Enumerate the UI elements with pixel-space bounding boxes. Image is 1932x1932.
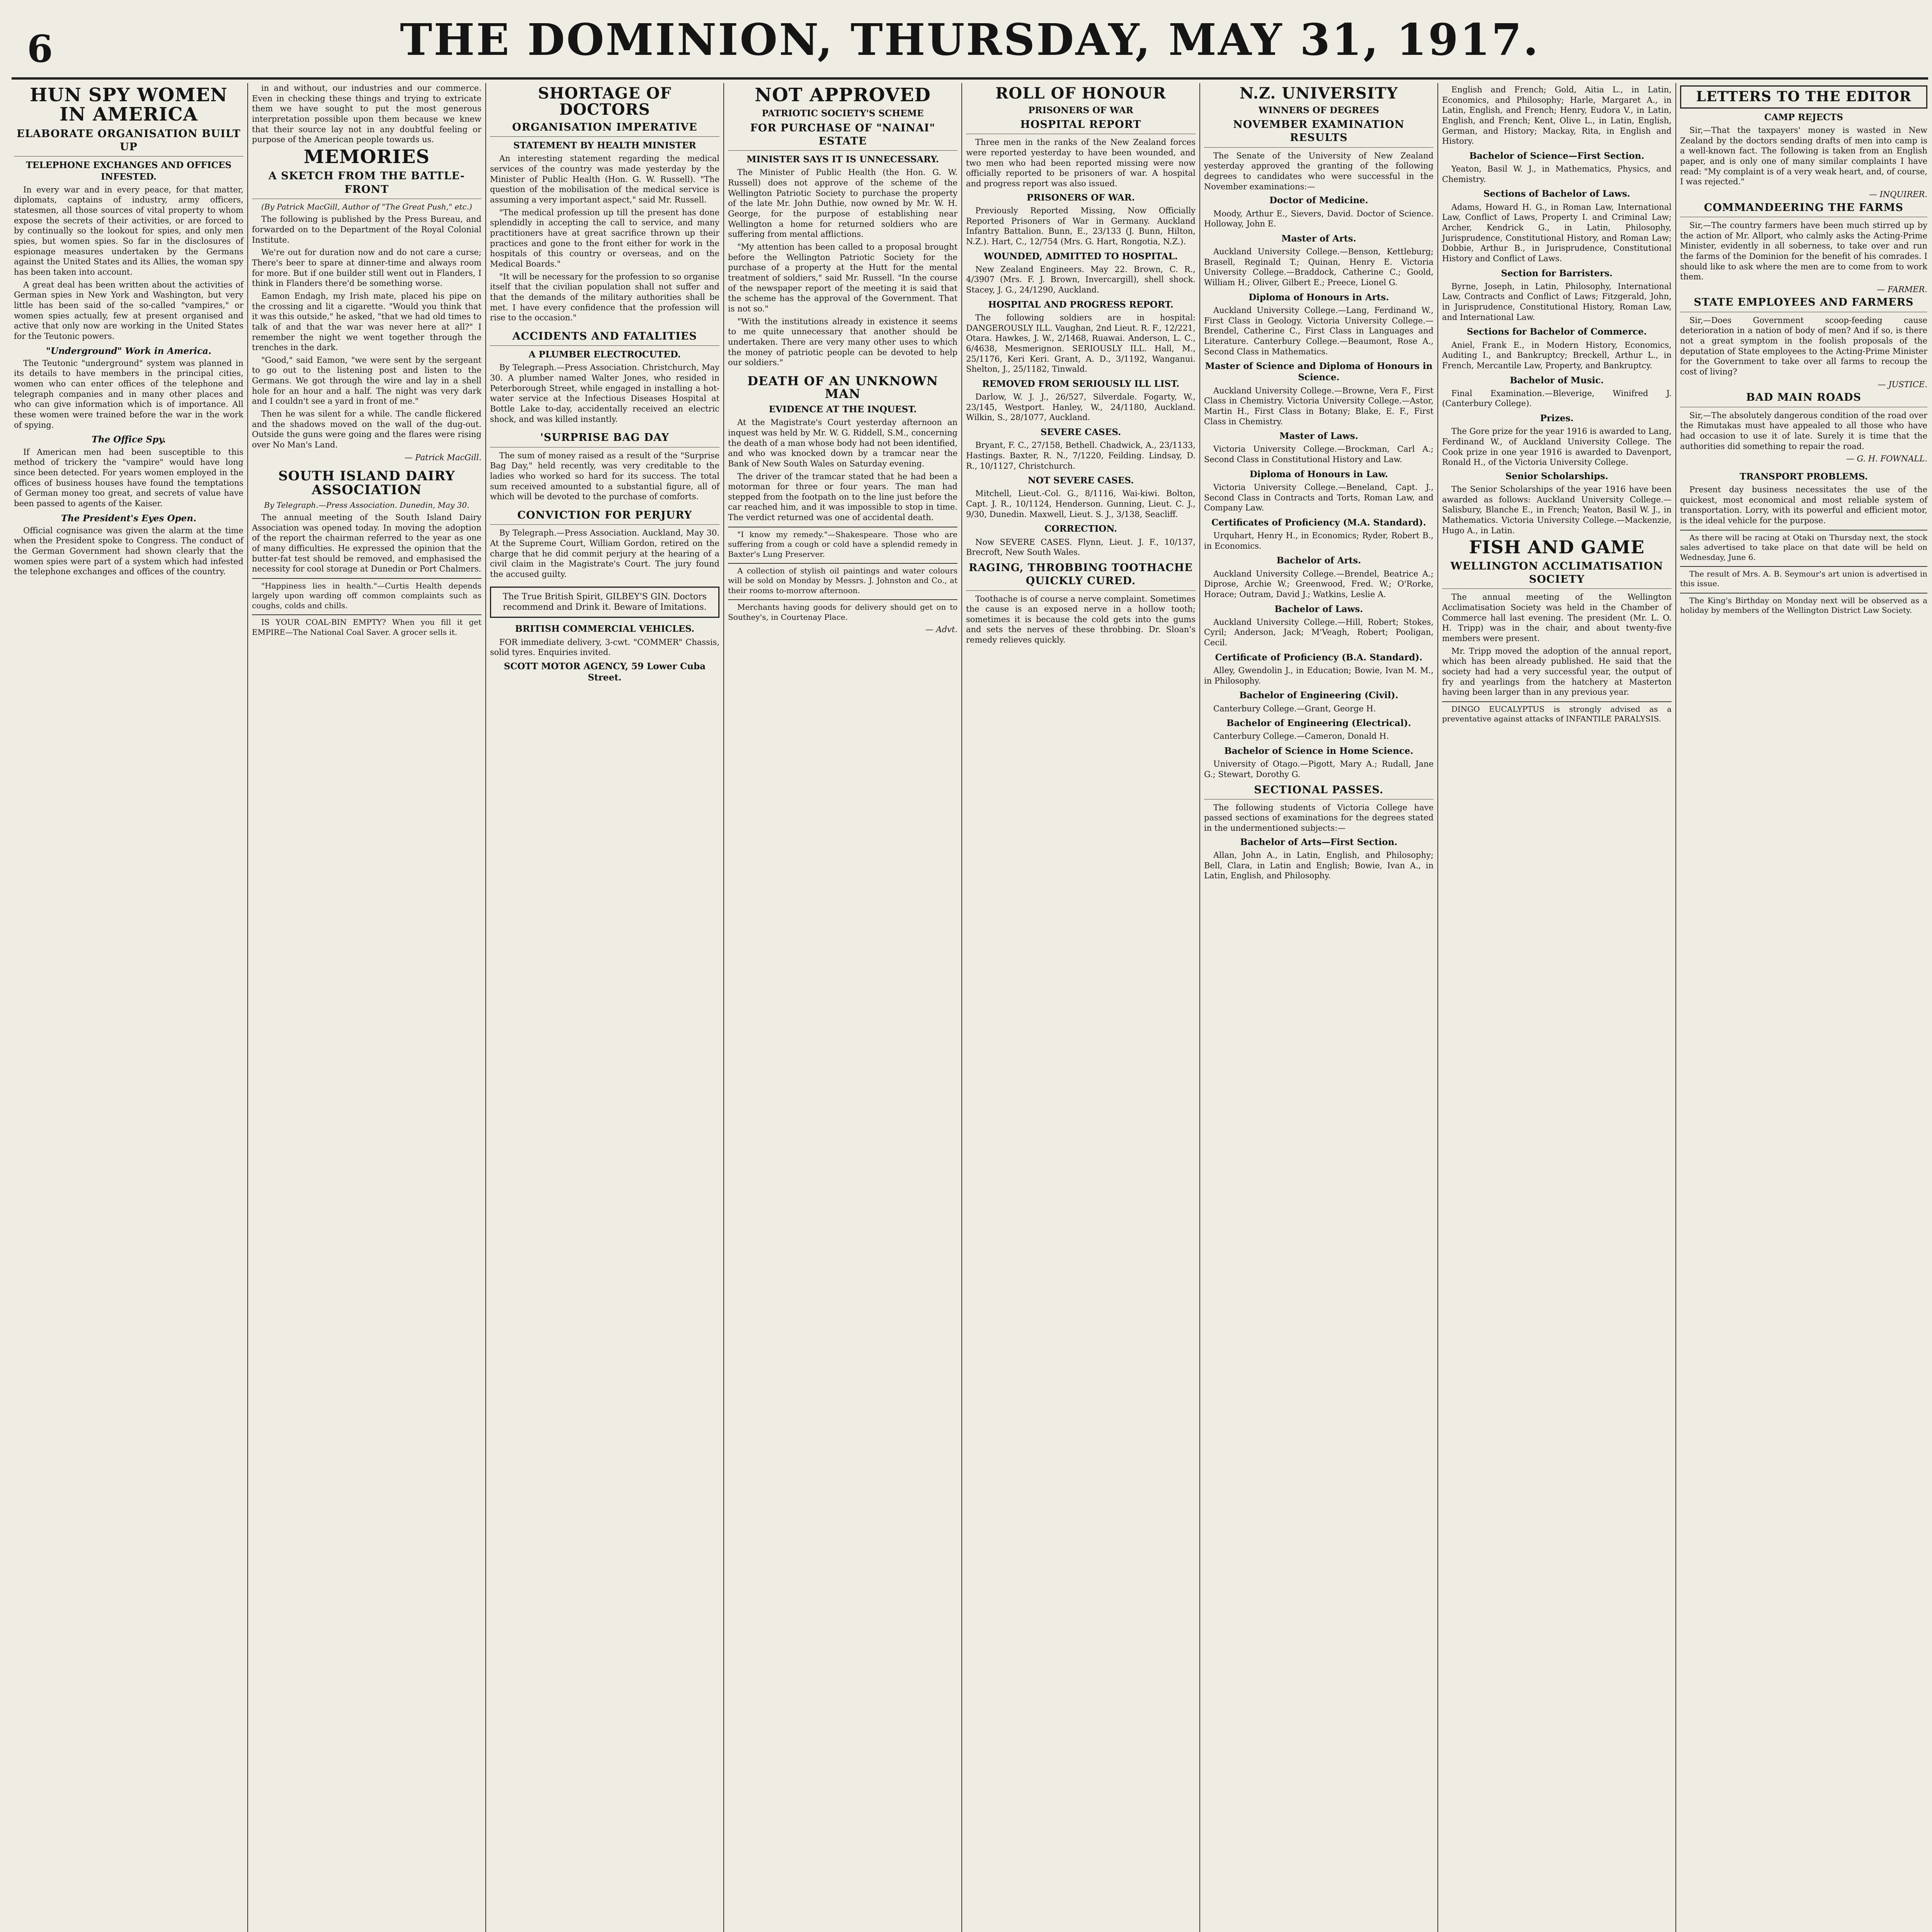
headline: HUN SPY WOMEN IN AMERICA [30, 84, 228, 126]
masthead-title: THE DOMINION, THURSDAY, MAY 31, 1917. [400, 15, 1540, 65]
notice: The result of Mrs. A. B. Seymour's art union is advertised in this issue. [1680, 566, 1927, 589]
article-roll-of-honour [966, 85, 1196, 645]
letter: Sir,—Does Government scoop-feeding cause deterioration in a nation of body of men? And if so, is there not a great symptom in the foolish proposals of the deputation of State employees to the Acting-Prime Minister for the Government to take over all farms to recoup the cost of living? [1680, 315, 1927, 377]
subheadline: PATRIOTIC SOCIETY'S SCHEME [762, 108, 924, 119]
section-heading: Section for Barristers. [1501, 268, 1613, 279]
headline: LETTERS TO THE EDITOR [1680, 85, 1927, 109]
byline: By Telegraph.—Press Association. Dunedin, May 30. [264, 500, 469, 510]
graduate-list: Auckland University College.—Lang, Ferdinand W., First Class in Geology. Victoria University College.—Brendel, Catherine C., First Class in Languages and Literature. Canterbury College.—Beaumont, Rose A., Second Class in Mathematics. [1204, 305, 1434, 356]
paragraph: "With the institutions already in existence it seems to me quite unnecessary that another should be undertaken. There are very many other uses to which the money of patriotic people can be devoted to help our soldiers." [728, 316, 957, 367]
paragraph: By Telegraph.—Press Association. Auckland, May 30. At the Supreme Court, William Gordon, retired on the charge that he did commit perjury at the hearing of a civil claim in the Magistrate's Court. The jury found the accused guilty. [490, 528, 719, 579]
section-heading: HOSPITAL AND PROGRESS REPORT. [988, 299, 1173, 310]
graduate-list: Canterbury College.—Grant, George H. [1213, 704, 1376, 713]
article-transport-problems [1680, 471, 1927, 616]
notice: The King's Birthday on Monday next will be observed as a holiday by members of the Wellington District Law Society. [1680, 593, 1927, 616]
graduate-list: Victoria University College.—Beneland, Capt. J., Second Class in Contracts and Torts, Roman Law, and Company Law. [1204, 482, 1434, 513]
paragraph: The Minister of Public Health (the Hon. G. W. Russell) does not approve of the scheme of the Wellington Patriotic Society to purchase the property of the late Mr. John Duthie, now owned by Mr. W. H. George, for the purpose of establishing near Wellington a home for returned soldiers who are suffering from mental afflictions. [728, 168, 957, 239]
column-5 [964, 83, 1198, 1932]
graduate-list: University of Otago.—Pigott, Mary A.; Rudall, Jane G.; Stewart, Dorothy G. [1204, 759, 1434, 779]
headline: MEMORIES [303, 146, 430, 168]
deck: STATEMENT BY HEALTH MINISTER [513, 140, 696, 151]
article-not-approved [728, 85, 957, 368]
section-heading: The President's Eyes Open. [61, 513, 197, 524]
paragraph: "Good," said Eamon, "we were sent by the sergeant to go out to the listening post and listen to the Germans. We got through the wire and lay in a shell hole for an hour and a half. The night was very dark and I couldn't see a yard in front of me." [252, 355, 481, 406]
graduate-list: Canterbury College.—Cameron, Donald H. [1213, 731, 1389, 741]
section-heading: Master of Arts. [1281, 233, 1356, 244]
casualty-list: Previously Reported Missing, Now Officially Reported Prisoners of War in Germany. Auckland Infantry Battalion. Bunn, E., 23/133 (J. Bunn, Hilton, N.Z.). Hart, C., 12/754 (Mrs. G. Hart, Rongotia, N.Z.). [966, 206, 1196, 246]
section-heading: CORRECTION. [1044, 524, 1117, 534]
column-6 [1202, 83, 1436, 1932]
advertisement-note: "I know my remedy."—Shakespeare. Those who are suffering from a cough or cold have a splendid remedy in Baxter's Lung Preserver. [728, 527, 957, 559]
paragraph: The Gore prize for the year 1916 is awarded to Lang, Ferdinand W., of Auckland University College. The Cook prize in one year 1916 is awarded to Davenport, Ronald H., of the Victoria University College. [1442, 427, 1672, 467]
column-1 [12, 83, 246, 1932]
paragraph: In every war and in every peace, for that matter, diplomats, captains of industry, army officers, statesmen, all those sources of vital property to whom expose the secrets of their activities, or are forced to by continually so the lookout for spies, and only men spies, but women spies. So far in the disclosures of espionage measures undertaken by the Germans against the United States and its Allies, the woman spy has been taken into account. [14, 185, 243, 277]
graduate-list: Victoria University College.—Brockman, Carl A.; Second Class in Constitutional History and Law. [1204, 444, 1434, 464]
graduate-list: English and French; Gold, Aitia L., in Latin, Economics, and Philosophy; Harle, Margaret A., in Latin, English, and French; Henry, Eudora V., in Latin, English, and French; Kent, Olive L., in Latin, English, German, and History; Mackay, Rita, in English and History. [1442, 85, 1672, 146]
subheadline: A SKETCH FROM THE BATTLE-FRONT [252, 170, 481, 199]
paragraph: Then he was silent for a while. The candle flickered and the shadows moved on the wall of the dug-out. Outside the guns were going and the flares were rising over No Man's Land. [252, 409, 481, 450]
graduate-list: Auckland University College.—Hill, Robert; Stokes, Cyril; Anderson, Jack; M'Veagh, Robert; Pooligan, Cecil. [1204, 617, 1434, 648]
column-8 [1678, 83, 1930, 1932]
paragraph: The annual meeting of the Wellington Acclimatisation Society was held in the Chamber of Commerce hall last evening. The president (Mr. L. O. H. Tripp) was in the chair, and about twenty-five members were present. [1442, 592, 1672, 643]
article-fish-and-game [1442, 538, 1672, 724]
casualty-list: Mitchell, Lieut.-Col. G., 8/1116, Wai-kiwi. Bolton, Capt. J. R., 10/1124, Henderson. Gunning, Lieut. C. J., 9/30, Dunedin. Maxwell, Lieut. S. J., 3/138, Seacliff. [966, 489, 1196, 519]
section-heading: SEVERE CASES. [1040, 427, 1121, 438]
column-rule [1437, 83, 1438, 1932]
section-heading: Senior Scholarships. [1505, 471, 1609, 481]
section-heading: REMOVED FROM SERIOUSLY ILL LIST. [982, 378, 1180, 389]
paragraph: The Senate of the University of New Zealand yesterday approved the granting of the following degrees to candidates who were successful in the November examinations:— [1204, 151, 1434, 191]
article-unknown-man [728, 375, 957, 635]
letter-signature: — G. H. FOWNALL. [1846, 454, 1927, 464]
headline: ROLL OF HONOUR [995, 84, 1166, 102]
advertisement-vehicles [490, 623, 719, 683]
subheadline: PRISONERS OF WAR [1028, 105, 1133, 116]
paragraph: Toothache is of course a nerve complaint. Sometimes the cause is an exposed nerve in a hollow tooth; sometimes it is because the cold gets into the gums and sets the nerves of these throbbing. Dr. Sloan's remedy relieves quickly. [966, 594, 1196, 645]
article-hun-spy-women [14, 85, 243, 577]
section-heading: Prizes. [1540, 413, 1574, 424]
headline: SOUTH ISLAND DAIRY ASSOCIATION [278, 468, 455, 498]
letter-heading: CAMP REJECTS [1764, 112, 1843, 122]
section-heading: RAGING, THROBBING TOOTHACHE QUICKLY CURED. [966, 561, 1196, 591]
paragraph: Eamon Endagh, my Irish mate, placed his pipe on the crossing and lit a cigarette. "Would you think that it was this outside," he asked, "that we had old times to talk of and that the war was never here at all?" I remember the night we went together through the trenches in the dark. [252, 291, 481, 352]
paragraph: Three men in the ranks of the New Zealand forces were reported yesterday to have been wounded, and two men who had been reported missing were now officially reported to be prisoners of war. A hospital and progress report was also issued. [966, 138, 1196, 189]
column-rule [1199, 83, 1200, 1932]
deck: A PLUMBER ELECTROCUTED. [529, 349, 681, 360]
deck: FOR PURCHASE OF "NAINAI" ESTATE [728, 122, 957, 151]
byline: (By Patrick MacGill, Author of "The Great Push," etc.) [261, 202, 472, 211]
column-rule [961, 83, 962, 1932]
paragraph: The Teutonic "underground" system was planned in its details to have members in the principal cities, women who can enter offices of the telephone and telegraph companies and in many other places and who can give information which is of importance. All these women were trained before the war in the work of spying. [14, 358, 243, 430]
letter-signature: — JUSTICE. [1878, 379, 1927, 389]
advertisement-note: "Happiness lies in health."—Curtis Health depends largely upon warding off common complaints such as coughs, colds and chills. [252, 578, 481, 611]
paragraph: If American men had been susceptible to this method of trickery the "vampire" would have long since been detected. For years women employed in the offices of business houses have found the temptations of German money too great, and secrets of value have been passed to agents of the Kaiser. [14, 447, 243, 508]
section-heading: Bachelor of Arts—First Section. [1240, 837, 1398, 847]
article-surprise-bag-day [490, 431, 719, 502]
casualty-list: Darlow, W. J. J., 26/527, Silverdale. Fogarty, W., 23/145, Westport. Hanley, W., 24/1180, Auckland. Wilkin, S., 28/1077, Auckland. [966, 392, 1196, 422]
section-heading: The Office Spy. [91, 434, 166, 445]
paragraph: The Senior Scholarships of the year 1916 have been awarded as follows: Auckland University College.—Salisbury, Blanche E., in French; Yeaton, Basil W. J., in Mathematics. Victoria University College.—Mackenzie, Hugo A., in Latin. [1442, 485, 1672, 535]
letter-heading: BAD MAIN ROADS [1680, 391, 1927, 407]
graduate-list: Auckland University College.—Benson, Kettleburg; Brasell, Reginald T.; Quinan, Henry E. Victoria University College.—Braddock, Catherine C.; Goold, William H.; Oliver, Gilbert E.; Preece, Lionel G. [1204, 247, 1434, 287]
section-heading: Bachelor of Engineering (Civil). [1239, 690, 1398, 701]
headline: 'SURPRISE BAG DAY [490, 431, 719, 447]
section-heading: Certificate of Proficiency (B.A. Standard). [1215, 652, 1423, 663]
article-perjury [490, 509, 719, 580]
deck: MINISTER SAYS IT IS UNNECESSARY. [747, 154, 939, 165]
headline: CONVICTION FOR PERJURY [490, 509, 719, 525]
section-heading: Bachelor of Laws. [1274, 604, 1363, 614]
advertisement-note: DINGO EUCALYPTUS is strongly advised as a preventative against attacks of INFANTILE PARALYSIS. [1442, 701, 1672, 724]
graduate-list: Final Examination.—Bleverige, Winifred J. (Canterbury College). [1442, 388, 1672, 408]
article-accidents [490, 330, 719, 424]
graduate-list: Allan, John A., in Latin, English, and Philosophy; Bell, Clara, in Latin and English; Bowie, Ivan A., in Latin, English, and Philosophy. [1204, 850, 1434, 881]
paragraph: By Telegraph.—Press Association. Christchurch, May 30. A plumber named Walter Jones, who resided in Peterborough Street, while engaged in installing a hot-water service at the Infectious Diseases Hospital at Bottle Lake to-day, accidentally received an electric shock, and was killed instantly. [490, 363, 719, 424]
section-heading: Bachelor of Arts. [1276, 555, 1361, 566]
paragraph: "It will be necessary for the profession to so organise itself that the civilian population shall not suffer and that the demands of the military authorities shall be met. I have every confidence that the profession will rise to the occasion." [490, 272, 719, 323]
paragraph: A great deal has been written about the activities of German spies in New York and Washington, but very little has been said of the so-called "vampires," or women spies actually, few at present organised and active that only now are working in the United States for the Teutonic powers. [14, 280, 243, 341]
casualty-list: The following soldiers are in hospital: DANGEROUSLY ILL. Vaughan, 2nd Lieut. R. F., 12/221, Otara. Hawkes, J. W., 2/1468, Ruawai. Anderson, L. C., 6/4638, Mesmerignon. SERIOUSLY ILL. Hall, M., 25/1176, Keri Keri. Grant, A. D., 3/1192, Wanganui. Shelton, J., 25/1182, Tinwald. [966, 313, 1196, 374]
headline: DEATH OF AN UNKNOWN MAN [747, 373, 938, 401]
paragraph: The following is published by the Press Bureau, and forwarded on to the Department of the Royal Colonial Institute. [252, 214, 481, 245]
column-3 [488, 83, 722, 1932]
article-memories [252, 147, 481, 463]
subheadline: WINNERS OF DEGREES [1258, 105, 1379, 116]
headline: ACCIDENTS AND FATALITIES [490, 330, 719, 346]
deck: HOSPITAL REPORT [966, 118, 1196, 134]
section-heading: Diploma of Honours in Arts. [1248, 292, 1389, 303]
column-rule [723, 83, 724, 1932]
headline: FISH AND GAME [1469, 537, 1645, 558]
paragraph: The annual meeting of the South Island Dairy Association was opened today. In moving the adoption of the report the chairman referred to the year as one of many difficulties. He expressed the opinion that the butter-fat test should be removed, and emphasised the necessity for cool storage at Dunedin or Port Chalmers. [252, 513, 481, 574]
section-heading: NOT SEVERE CASES. [1027, 475, 1134, 486]
section-heading: Certificates of Proficiency (M.A. Standard). [1211, 517, 1426, 528]
letter-heading: STATE EMPLOYEES AND FARMERS [1680, 296, 1927, 312]
graduate-list: Urquhart, Henry H., in Economics; Ryder, Robert B., in Economics. [1204, 531, 1434, 551]
column-4 [726, 83, 960, 1932]
paragraph: Official cognisance was given the alarm at the time when the President spoke to Congress. The conduct of the German Government had shown clearly that the women spies were part of a system which had infested the telephone exchanges and offices of the country. [14, 526, 243, 577]
verse: We're out for duration now and do not care a curse; There's beer to spare at dinner-time and always room for more. But if one builder still went out in Flanders, I think in Flanders there'd be something worse. [252, 248, 481, 288]
paragraph: "The medical profession up till the present has done splendidly in accepting the call to service, and many practitioners have at great sacrifice thrown up their practices and gone to the front either for work in the hospitals of this country or overseas, and on the Medical Boards." [490, 207, 719, 269]
letters-to-the-editor [1680, 85, 1927, 464]
deck: TELEPHONE EXCHANGES AND OFFICES INFESTED. [26, 160, 232, 182]
headline: N.Z. UNIVERSITY [1239, 84, 1398, 102]
casualty-list: New Zealand Engineers. May 22. Brown, C. R., 4/3907 (Mrs. F. J. Brown, Invercargill), shell shock. Stacey, J. G., 24/1290, Auckland. [966, 264, 1196, 295]
section-heading: Bachelor of Engineering (Electrical). [1226, 718, 1411, 729]
casualty-list: Bryant, F. C., 27/158, Bethell. Chadwick, A., 23/1133, Hastings. Baxter, R. N., 7/1220, Feilding. Lindsay, D. R., 10/1127, Christchurch. [966, 440, 1196, 471]
column-rule [247, 83, 248, 1932]
letter: Sir,—The absolutely dangerous condition of the road over the Rimutakas must have appealed to all those who have had occasion to use it of late. Surely it is time that the authorities did something to repair the road. [1680, 410, 1927, 451]
paragraph: At the Magistrate's Court yesterday afternoon an inquest was held by Mr. W. G. Riddell, S.M., concerning the death of a man whose body had not been identified, and who was knocked down by a tramcar near the Bank of New South Wales on Saturday evening. [728, 418, 957, 468]
subheadline: WELLINGTON ACCLIMATISATION SOCIETY [1442, 560, 1672, 589]
advt-tag: — Advt. [925, 624, 957, 634]
advertisement-note: IS YOUR COAL-BIN EMPTY? When you fill it get EMPIRE—The National Coal Saver. A grocer sells it. [252, 614, 481, 637]
headline: NOT APPROVED [755, 84, 931, 106]
paragraph: The sum of money raised as a result of the "Surprise Bag Day," held recently, was very creditable to the ladies who worked so hard for its success. The total sum received amounted to a substantial figure, all of which will be devoted to the purchase of comforts. [490, 451, 719, 502]
headline: TRANSPORT PROBLEMS. [1740, 471, 1868, 482]
graduate-list: Alley, Gwendolin J., in Education; Bowie, Ivan M. M., in Philosophy. [1204, 666, 1434, 685]
section-heading: PRISONERS OF WAR. [1027, 192, 1135, 203]
signoff: — Patrick MacGill. [404, 452, 481, 462]
letter-signature: — INQUIRER. [1869, 189, 1927, 199]
headline: BRITISH COMMERCIAL VEHICLES. [515, 624, 695, 634]
section-heading: Bachelor of Science—First Section. [1469, 150, 1645, 161]
graduate-list: Moody, Arthur E., Sievers, David. Doctor of Science. Holloway, John E. [1204, 209, 1434, 229]
graduate-list: Auckland University College.—Browne, Vera F., First Class in Chemistry. Victoria University College.—Astor, Martin H., First Class in Botany; Blake, E. F., First Class in Chemistry. [1204, 386, 1434, 426]
casualty-list: Now SEVERE CASES. Flynn, Lieut. J. F., 10/137, Brecroft, New South Wales. [966, 537, 1196, 557]
paragraph: Mr. Tripp moved the adoption of the annual report, which has been already published. He said that the society had had a very successful year, the output of fry and yearlings from the hatchery at Masterton having been larger than in any previous year. [1442, 646, 1672, 697]
paragraph: in and without, our industries and our commerce. Even in checking these things and trying to extricate them we have sought to put the most generous interpretation possible upon them because we knew that their source lay not in any doubtful feeling or purpose of the American people towards us. [252, 83, 481, 145]
section-heading: Diploma of Honours in Law. [1249, 469, 1388, 480]
section-heading: "Underground" Work in America. [46, 345, 212, 356]
article-shortage-of-doctors [490, 85, 719, 323]
deck: EVIDENCE AT THE INQUEST. [769, 404, 917, 415]
letter-heading: COMMANDEERING THE FARMS [1680, 201, 1927, 217]
section-heading: Doctor of Medicine. [1269, 195, 1368, 206]
letter: Sir,—The country farmers have been much stirred up by the action of Mr. Allport, who calmly asks the Acting-Prime Minister, evidently in all soberness, to take over and run the farms of the Dominion for the benefit of his comrades. I should like to ask where the men are to come from to work them. [1680, 220, 1927, 282]
paragraph: The driver of the tramcar stated that he had been a motorman for three or four years. The man had stepped from the footpath on to the line just before the car reached him, and it was impossible to stop in time. The verdict returned was one of accidental death. [728, 471, 957, 522]
paragraph: "My attention has been called to a proposal brought before the Wellington Patriotic Society for the purchase of a property at the Hutt for the mental treatment of soldiers," said Mr. Russell. "In the course of the newspaper report of the meeting it is said that the scheme has the approval of the Government. That is not so." [728, 242, 957, 313]
graduate-list: Yeaton, Basil W. J., in Mathematics, Physics, and Chemistry. [1442, 164, 1672, 184]
section-heading: SECTIONAL PASSES. [1204, 784, 1434, 799]
advertisement-note: A collection of stylish oil paintings and water colours will be sold on Monday by Messrs. J. Johnston and Co., at their rooms to-morrow afternoon. [728, 563, 957, 595]
column-rule [1675, 83, 1676, 1932]
paragraph: An interesting statement regarding the medical services of the country was made yesterday by the Minister of Public Health (Hon. G. W. Russell). "The question of the mobilisation of the medical service is assuming a very important aspect," said Mr. Russell. [490, 154, 719, 205]
paragraph: Present day business necessitates the use of the quickest, most economical and most reliable system of transportation. Lorry, with its powerful and efficient motor, is the ideal vehicle for the purpose. [1680, 485, 1927, 526]
section-heading: Bachelor of Music. [1510, 375, 1604, 386]
graduate-list: Adams, Howard H. G., in Roman Law, International Law, Conflict of Laws, Property I. and Criminal Law; Archer, Kendrick G., in Latin, Philosophy, Jurisprudence, Constitutional History, and Roman Law; Dobbie, Arthur B., in Jurisprudence, Constitutional History and Conflict of Laws. [1442, 202, 1672, 263]
ad-signature: SCOTT MOTOR AGENCY, 59 Lower Cuba Street. [503, 661, 706, 683]
graduate-list: Byrne, Joseph, in Latin, Philosophy, International Law, Contracts and Conflict of Laws; Fitzgerald, John, in Jurisprudence, Constitutional History, Roman Law, and International Law. [1442, 281, 1672, 322]
section-heading: Master of Science and Diploma of Honours in Science. [1205, 361, 1433, 383]
column-rule [485, 83, 486, 1932]
masthead [12, 12, 1928, 80]
section-heading: Sections of Bachelor of Laws. [1483, 189, 1630, 199]
notice: As there will be racing at Otaki on Thursday next, the stock sales advertised to take place on that date will be held on Wednesday, June 6. [1680, 530, 1927, 562]
ad-text: The True British Spirit, GILBEY'S GIN. Doctors recommend and Drink it. Beware of Imitations. [503, 592, 707, 612]
advertisement-gin [490, 587, 719, 618]
section-heading: Bachelor of Science in Home Science. [1224, 746, 1413, 757]
advertisement-note: Merchants having goods for delivery should get on to Southey's, in Courtenay Place. [728, 599, 957, 622]
headline: SHORTAGE OF DOCTORS [538, 84, 672, 119]
page-number: 6 [27, 27, 53, 71]
column-7 [1440, 83, 1674, 1932]
subheadline: ELABORATE ORGANISATION BUILT UP [14, 128, 243, 157]
graduate-list: Aniel, Frank E., in Modern History, Economics, Auditing I., and Bankruptcy; Breckell, Arthur L., in French, Mercantile Law, Property, and Bankruptcy. [1442, 340, 1672, 370]
section-heading: Sections for Bachelor of Commerce. [1467, 327, 1647, 337]
letter-signature: — FARMER. [1877, 284, 1927, 294]
section-heading: WOUNDED, ADMITTED TO HOSPITAL. [984, 251, 1178, 262]
ad-text: FOR immediate delivery, 3-cwt. "COMMER" Chassis, solid tyres. Enquiries invited. [490, 637, 719, 657]
article-nz-university [1204, 85, 1434, 881]
graduate-list: Auckland University College.—Brendel, Beatrice A.; Diprose, Archie W.; Greenwood, Fred. W.; O'Rorke, Horace; Outram, David J.; Watkins, Leslie A. [1204, 569, 1434, 599]
subheadline: ORGANISATION IMPERATIVE [490, 121, 719, 137]
column-2 [250, 83, 484, 1932]
letter: Sir,—That the taxpayers' money is wasted in New Zealand by the doctors sending drafts of men into camp is a well-known fact. The following is taken from an English paper, and is only one of many similar complaints I have read: "My complaint is of a very weak heart, and, of course, I was rejected." [1680, 126, 1927, 187]
article-dairy-association [252, 469, 481, 637]
paragraph: The following students of Victoria College have passed sections of examinations for the degrees stated in the undermentioned subjects:— [1204, 803, 1434, 833]
deck: NOVEMBER EXAMINATION RESULTS [1204, 118, 1434, 148]
section-heading: Master of Laws. [1279, 431, 1358, 442]
